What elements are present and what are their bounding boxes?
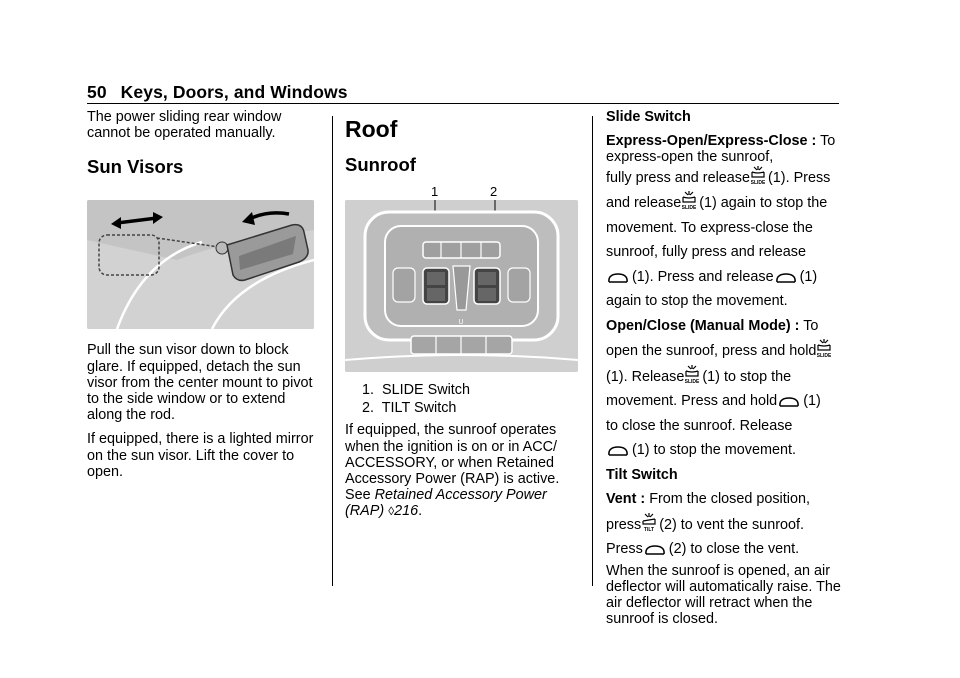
sun-visor-illustration — [87, 200, 314, 329]
figure-caption-list — [345, 382, 581, 416]
slide-open-icon — [817, 339, 831, 359]
close-curve-icon — [644, 543, 666, 557]
close-curve-icon — [607, 271, 629, 285]
page-number: 50 — [87, 82, 107, 102]
column-divider-2 — [592, 116, 593, 586]
slide-open-icon — [682, 191, 696, 211]
section-title: Keys, Doors, and Windows — [120, 82, 348, 102]
close-curve-icon — [607, 444, 629, 458]
sunroof-heading: Sunroof — [345, 154, 416, 175]
slide-switch-heading: Slide Switch — [606, 109, 691, 125]
close-curve-icon — [775, 271, 797, 285]
sunroof-para: If equipped, the sunroof operates when the ignition is on or in ACC/ ACCESSORY, or when Retained Accessory Power (RAP) is active. See Retained Accessory Power (RAP) ◊216. — [345, 422, 560, 520]
tilt-switch-heading: Tilt Switch — [606, 466, 678, 483]
sun-visor-para-2: If equipped, there is a lighted mirror on the sun visor. Lift the cover to open. — [87, 431, 314, 480]
page-ref-arrow-icon: ◊ — [388, 504, 395, 519]
slide-open-icon — [685, 365, 699, 385]
roof-heading: Roof — [345, 116, 398, 142]
column-3 — [606, 109, 842, 635]
svg-text:U: U — [458, 319, 464, 326]
close-curve-icon — [778, 395, 800, 409]
slide-open-icon — [751, 166, 765, 186]
figure-callouts — [345, 182, 581, 200]
column-2 — [345, 109, 581, 528]
tilt-vent-icon — [642, 513, 656, 533]
intro-text: The power sliding rear window cannot be operated manually. — [87, 109, 282, 142]
sun-visors-heading: Sun Visors — [87, 156, 184, 178]
header-rule — [87, 103, 839, 104]
express-open-body: fully press and release (1). Press and release (1) again to stop the movement. To express-close the sunroof, fully press and release (1). Press and release (1) again to stop the movement. Open/Close (Manual Mode) : To open the sunroof, press and hold (1). Release (1) to stop the movement. Press and hold (1) to close the sunroof. Release (1) to stop the movement. Tilt Switch Vent : From the closed position, press (2) to vent the sunroof. Press (2) to close the vent. — [606, 166, 842, 561]
column-1 — [87, 109, 319, 488]
page-ref[interactable]: 216 — [394, 503, 419, 520]
page-header — [87, 82, 348, 103]
callout-1: 1 — [431, 184, 439, 199]
caption-item: 2. TILT Switch — [362, 400, 457, 417]
see-reference[interactable]: Retained Accessory Power (RAP) — [345, 487, 547, 520]
caption-item: 1. SLIDE Switch — [362, 382, 470, 398]
sunroof-switch-illustration — [345, 200, 578, 372]
deflector-para: When the sunroof is opened, an air deflector will automatically raise. The air deflector will retract when the sunroof is closed. — [606, 562, 841, 628]
express-open-para: Express-Open/Express-Close : To express-open the sunroof, — [606, 133, 836, 166]
sun-visor-para-1: Pull the sun visor down to block glare. If equipped, detach the sun visor from the center mount to pivot to the side window or to extend along the rod. — [87, 342, 313, 424]
callout-2: 2 — [490, 184, 498, 199]
column-divider-1 — [332, 116, 333, 586]
